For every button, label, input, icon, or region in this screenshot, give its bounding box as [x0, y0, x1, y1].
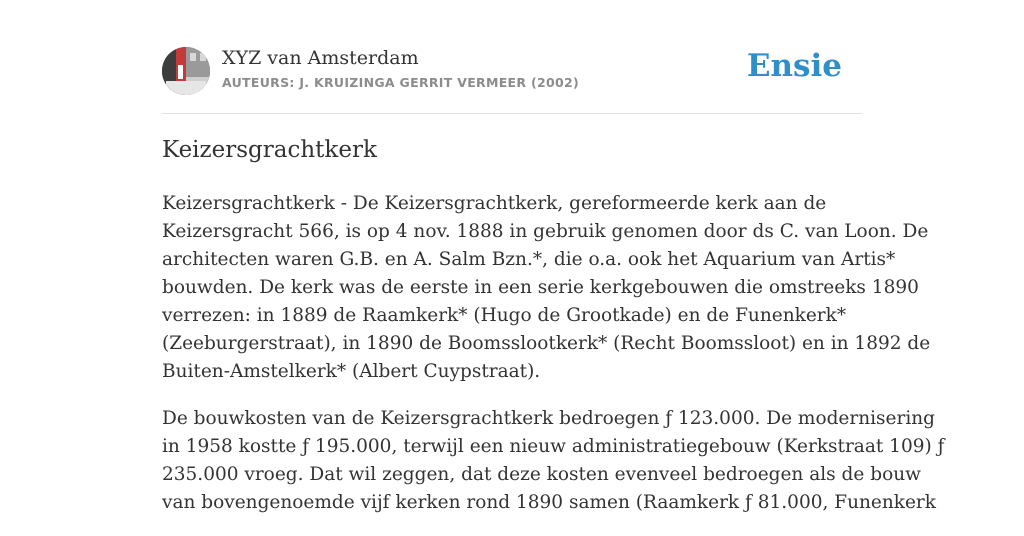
- entry-body: [162, 190, 945, 536]
- ensie-logo[interactable]: Ensie: [746, 48, 842, 84]
- text-line: verrezen: in 1889 de Raamkerk* (Hugo de Grootkade) en de Funenkerk*: [162, 305, 847, 326]
- header-divider: [162, 113, 862, 114]
- text-line: in 1958 kostte ƒ 195.000, terwijl een nieuw administratiegebouw (Kerkstraat 109) ƒ: [162, 436, 945, 457]
- book-header: [162, 46, 862, 96]
- text-line: Keizersgracht 566, is op 4 nov. 1888 in gebruik genomen door ds C. van Loon. De: [162, 221, 929, 242]
- text-line: bouwden. De kerk was de eerste in een serie kerkgebouwen die omstreeks 1890: [162, 277, 919, 298]
- text-line: 235.000 vroeg. Dat wil zeggen, dat deze kosten evenveel bedroegen als de bouw: [162, 464, 921, 485]
- text-line: van bovengenoemde vijf kerken rond 1890 samen (Raamkerk ƒ 81.000, Funenkerk: [162, 492, 936, 513]
- text-line: (Zeeburgerstraat), in 1890 de Boomsslootkerk* (Recht Boomssloot) en in 1892 de: [162, 333, 931, 354]
- book-cover-image: [162, 47, 210, 95]
- book-cover-avatar[interactable]: [162, 47, 210, 95]
- entry-title: Keizersgrachtkerk: [162, 137, 377, 163]
- paragraph-2: [162, 405, 945, 517]
- text-line: Buiten-Amstelkerk* (Albert Cuypstraat).: [162, 361, 541, 382]
- paragraph-1: [162, 190, 931, 386]
- book-authors: AUTEURS: J. KRUIZINGA GERRIT VERMEER (2002): [222, 75, 579, 90]
- text-line: Keizersgrachtkerk - De Keizersgrachtkerk, gereformeerde kerk aan de: [162, 193, 827, 214]
- book-title[interactable]: XYZ van Amsterdam: [222, 47, 419, 69]
- text-line: architecten waren G.B. en A. Salm Bzn.*, die o.a. ook het Aquarium van Artis*: [162, 249, 896, 270]
- text-line: De bouwkosten van de Keizersgrachtkerk bedroegen ƒ 123.000. De modernisering: [162, 408, 936, 429]
